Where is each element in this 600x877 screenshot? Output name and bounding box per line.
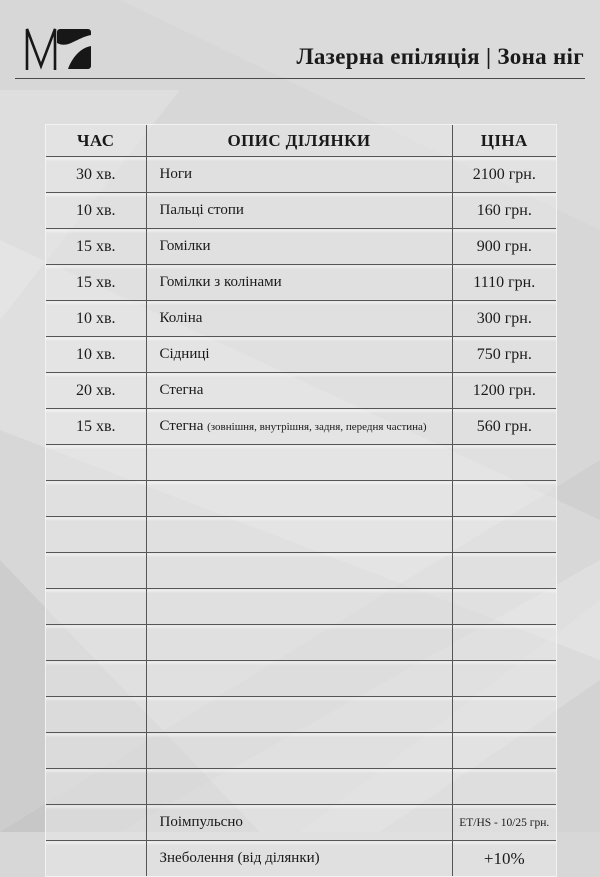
empty-row	[46, 517, 556, 553]
desc-cell-empty	[146, 481, 452, 517]
page-title: Лазерна епіляція | Зона ніг	[296, 44, 584, 69]
time-cell-empty	[46, 769, 146, 805]
time-cell: 15 хв.	[46, 409, 146, 445]
table-row	[46, 193, 556, 229]
desc-cell: Знеболення (від ділянки)	[146, 841, 452, 877]
table-row	[46, 337, 556, 373]
table-row	[46, 301, 556, 337]
time-cell: 15 хв.	[46, 229, 146, 265]
empty-row	[46, 589, 556, 625]
empty-row	[46, 553, 556, 589]
time-cell-empty	[46, 481, 146, 517]
time-cell-empty	[46, 661, 146, 697]
desc-cell-empty	[146, 553, 452, 589]
desc-text: Сідниці	[159, 345, 210, 362]
desc-text: Коліна	[159, 309, 203, 326]
page-header	[0, 0, 600, 72]
time-cell-empty	[46, 445, 146, 481]
desc-note: (зовнішня, внутрішня, задня, передня частина)	[207, 420, 427, 433]
table-row	[46, 229, 556, 265]
price-cell: +10%	[452, 841, 556, 877]
empty-row	[46, 733, 556, 769]
col-header-desc: ОПИС ДІЛЯНКИ	[146, 125, 452, 157]
footer-row	[46, 841, 556, 877]
time-cell: 20 хв.	[46, 373, 146, 409]
desc-cell-empty	[146, 589, 452, 625]
price-cell-empty	[452, 625, 556, 661]
desc-text: Гомілки	[159, 237, 211, 254]
price-table-container	[45, 124, 557, 877]
time-cell-empty	[46, 697, 146, 733]
empty-row	[46, 625, 556, 661]
price-cell-empty	[452, 733, 556, 769]
price-cell-empty	[452, 517, 556, 553]
time-cell: 30 хв.	[46, 157, 146, 193]
time-cell: 10 хв.	[46, 193, 146, 229]
price-cell: 900 грн.	[452, 229, 556, 265]
table-row	[46, 157, 556, 193]
price-cell-empty	[452, 769, 556, 805]
time-cell	[46, 841, 146, 877]
price-cell: 560 грн.	[452, 409, 556, 445]
price-cell-empty	[452, 445, 556, 481]
desc-text: Пальці стопи	[159, 201, 244, 218]
price-cell-empty	[452, 661, 556, 697]
time-cell-empty	[46, 553, 146, 589]
desc-cell	[146, 157, 452, 193]
price-table	[46, 125, 556, 876]
desc-text: Стегна	[159, 381, 204, 398]
desc-text: Гомілки з колінами	[159, 273, 282, 290]
desc-cell	[146, 409, 452, 445]
time-cell-empty	[46, 589, 146, 625]
time-cell-empty	[46, 517, 146, 553]
time-cell: 15 хв.	[46, 265, 146, 301]
desc-cell	[146, 193, 452, 229]
price-cell: 1200 грн.	[452, 373, 556, 409]
desc-cell-empty	[146, 625, 452, 661]
table-row	[46, 409, 556, 445]
price-cell: 750 грн.	[452, 337, 556, 373]
col-header-time: ЧАС	[46, 125, 146, 157]
empty-row	[46, 697, 556, 733]
price-cell-empty	[452, 589, 556, 625]
empty-row	[46, 661, 556, 697]
table-row	[46, 373, 556, 409]
desc-text: Ноги	[159, 165, 193, 182]
footer-row	[46, 805, 556, 841]
table-header-row	[46, 125, 556, 157]
desc-cell	[146, 265, 452, 301]
price-cell-empty	[452, 481, 556, 517]
price-cell: 2100 грн.	[452, 157, 556, 193]
desc-cell-empty	[146, 769, 452, 805]
empty-row	[46, 481, 556, 517]
desc-cell-empty	[146, 661, 452, 697]
desc-cell	[146, 373, 452, 409]
price-cell: 1110 грн.	[452, 265, 556, 301]
time-cell	[46, 805, 146, 841]
price-cell: ET/HS - 10/25 грн.	[452, 805, 556, 841]
desc-cell	[146, 301, 452, 337]
time-cell: 10 хв.	[46, 337, 146, 373]
col-header-price: ЦІНА	[452, 125, 556, 157]
time-cell-empty	[46, 625, 146, 661]
desc-text: Стегна	[159, 417, 204, 434]
empty-row	[46, 769, 556, 805]
price-cell-empty	[452, 697, 556, 733]
price-cell: 300 грн.	[452, 301, 556, 337]
price-cell: 160 грн.	[452, 193, 556, 229]
empty-row	[46, 445, 556, 481]
table-row	[46, 265, 556, 301]
desc-cell-empty	[146, 445, 452, 481]
desc-cell	[146, 337, 452, 373]
desc-cell-empty	[146, 733, 452, 769]
header-divider	[15, 78, 585, 79]
price-cell-empty	[452, 553, 556, 589]
desc-cell-empty	[146, 517, 452, 553]
time-cell-empty	[46, 733, 146, 769]
time-cell: 10 хв.	[46, 301, 146, 337]
desc-cell: Поімпульсно	[146, 805, 452, 841]
desc-cell	[146, 229, 452, 265]
desc-cell-empty	[146, 697, 452, 733]
ms-logo-icon	[24, 26, 92, 72]
